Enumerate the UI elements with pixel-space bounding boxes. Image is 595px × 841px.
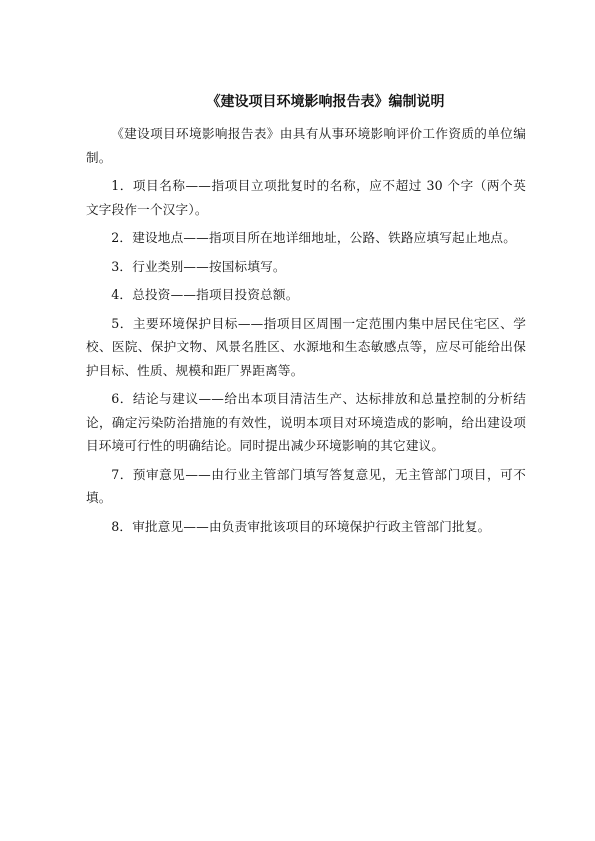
- intro-paragraph: 《建设项目环境影响报告表》由具有从事环境影响评价工作资质的单位编制。: [86, 126, 526, 165]
- item-industry-category: 3．行业类别——按国标填写。: [111, 258, 286, 274]
- document-title: 《建设项目环境影响报告表》编制说明: [206, 94, 445, 110]
- item-conclusions: 6．结论与建议——给出本项目清洁生产、达标排放和总量控制的分析结论，确定污染防治措施的有效性，说明本项目对环境造成的影响，给出建设项目环境可行性的明确结论。同时提出减少环境影响的其它建议。: [86, 391, 526, 453]
- item-construction-site: 2．建设地点——指项目所在地详细地址，公路、铁路应填写起止地点。: [111, 230, 517, 245]
- item-approval-opinion: 8．审批意见——由负责审批该项目的环境保护行政主管部门批复。: [111, 518, 491, 534]
- item-preliminary-review: 7．预审意见——由行业主管部门填写答复意见，无主管部门项目，可不填。: [86, 466, 526, 505]
- item-project-name: 1．项目名称——指项目立项批复时的名称，应不超过 30 个字（两个英文字段作一个汉字）。: [86, 178, 526, 217]
- item-protection-targets: 5．主要环境保护目标——指项目区周围一定范围内集中居民住宅区、学校、医院、保护文物、风景名胜区、水源地和生态敏感点等，应尽可能给出保护目标、性质、规模和距厂界距离等。: [86, 315, 526, 378]
- document-body: [86, 122, 526, 543]
- item-total-investment: 4．总投资——指项目投资总额。: [111, 287, 299, 302]
